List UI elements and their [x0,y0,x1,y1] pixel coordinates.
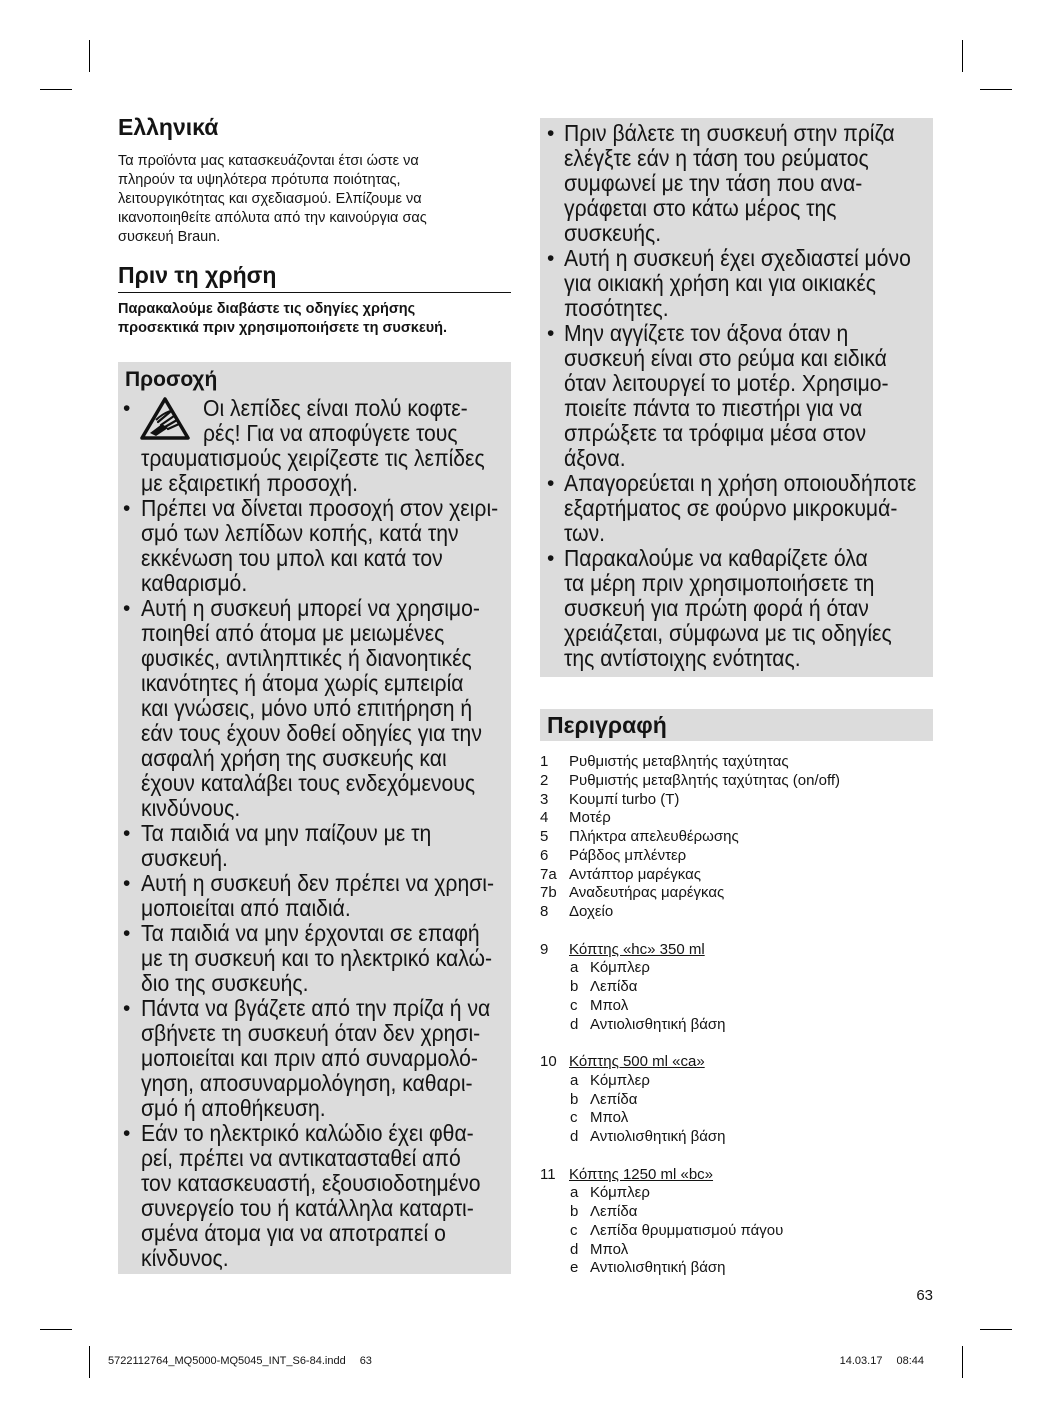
bullet-item [118,821,511,871]
description-item [540,866,933,885]
group-title: Κόπτης 1250 ml «bc» [569,1165,714,1183]
bullet-text: ποιείτε πάντα το πιεστήρι για να [564,395,863,421]
sub-item-label: Αντιολισθητική βάση [590,1015,726,1033]
bullet-symbol: • [547,247,555,270]
bullet-text: ικανότητες ή άτομα χωρίς εμπειρία [141,670,464,696]
sub-item-letter: a [570,959,579,977]
item-number: 6 [540,846,549,864]
footer-file-info [108,1354,372,1368]
bullet-text: συσκευή είναι στο ρεύμα και ειδικά [564,345,887,371]
bullet-text: άξονα. [564,445,626,471]
sub-item-letter: d [570,1015,579,1033]
bullet-text: σπρώξετε τα τρόφιμα μέσα στον [564,420,867,446]
bullet-text: συσκευής. [564,220,662,246]
bullet-text: ρεί, πρέπει να αντικατασταθεί από [141,1145,461,1171]
bullet-text: γηση, αποσυναρμολόγηση, καθαρι- [141,1070,473,1096]
bullet-line [118,1071,511,1096]
bullet-line [540,196,933,221]
intro-line: λειτουργικότητας και σχεδιασμού. Ελπίζουμε να [118,191,422,207]
list-spacer [540,1147,933,1166]
bullet-text: καθαρισμό. [141,570,248,596]
bullet-text: συνεργείο του ή κατάλληλα καταρτι- [141,1195,474,1221]
bullet-symbol: • [547,122,555,145]
description-sub-item [540,1222,933,1241]
bullet-text: μοποιείται από παιδιά. [141,895,351,921]
bullet-text: ρές! Για να αποφύγετε τους [203,420,458,446]
bullet-symbol: • [123,822,131,845]
sub-item-label: Αντιολισθητική βάση [590,1128,726,1145]
sub-item-letter: b [570,1203,579,1220]
bullet-symbol: • [123,397,131,420]
bullet-item [540,546,933,671]
sub-item-letter: b [570,978,579,995]
bullet-text: γράφεται στο κάτω μέρος της [564,195,837,221]
bullet-text: Παρακαλούμε να καθαρίζετε όλα [564,545,868,571]
bullet-text: κινδύνους. [141,795,241,821]
bullet-item [118,996,511,1121]
bullet-line [118,1171,511,1196]
bullet-text: όταν λειτουργεί το μοτέρ. Χρησιμο- [564,370,889,396]
bullet-line [118,1021,511,1046]
description-sub-item [540,1184,933,1203]
bullet-item [540,321,933,471]
bullet-text: σμένα άτομα για να αποτραπεί ο [141,1220,446,1246]
bullet-symbol: • [123,872,131,895]
crop-mark [962,1346,963,1378]
bullet-symbol: • [123,922,131,945]
bullet-symbol: • [547,547,555,570]
item-label: Ράβδος μπλέντερ [569,846,687,864]
sub-item-label: Κόμπλερ [590,1184,650,1202]
sub-item-label: Λεπίδα θρυμματισμού πάγου [590,1221,784,1239]
bullet-text: συσκευή. [141,845,228,871]
bullet-line [540,596,933,621]
bullet-text: ασφαλή χρήση της συσκευής και [141,745,447,771]
item-label: Αντάπτορ μαρέγκας [569,865,701,883]
footer-time: 08:44 [896,1355,924,1367]
intro-line: ικανοποιηθείτε απόλυτα από την καινούργια σας [118,210,427,226]
bullet-text: τα μέρη πριν χρησιμοποιήσετε τη [564,570,875,596]
description-item [540,903,933,922]
sub-item-letter: a [570,1184,579,1202]
bullet-item [118,1121,511,1271]
bullet-line [540,146,933,171]
bullet-text: χρειάζεται, σύμφωνα με τις οδηγίες [564,620,892,646]
bullet-text: τραυματισμούς χειρίζεστε τις λεπίδες [141,445,485,471]
description-heading-bar [540,709,933,741]
bullet-line [118,1196,511,1221]
bullet-text: ποιηθεί από άτομα με μειωμένες [141,620,445,646]
sub-item-label: Κόμπλερ [590,959,650,977]
description-item [540,809,933,828]
bullet-text: Τα παιδιά να μην έρχονται σε επαφή [141,920,480,946]
bullet-line [540,271,933,296]
bullet-text: Πάντα να βγάζετε από την πρίζα ή να [141,995,491,1021]
bullet-text: και γνώσεις, μόνο υπό επιτήρηση ή [141,695,473,721]
list-spacer [540,922,933,941]
bullet-text: για οικιακή χρήση και για οικιακές [564,270,876,296]
sub-item-letter: a [570,1071,579,1089]
bullet-text: Αυτή η συσκευή δεν πρέπει να χρησι- [141,870,495,896]
bullet-item [540,471,933,546]
bullet-line [118,946,511,971]
bullet-text: ποσότητες. [564,295,669,321]
bullet-line [118,446,511,471]
description-sub-item [540,1091,933,1110]
item-label: Αναδευτήρας μαρέγκας [569,884,725,902]
bullet-text: Αυτή η συσκευή έχει σχεδιαστεί μόνο [564,245,911,271]
sub-item-label: Μπολ [590,1240,629,1258]
list-spacer [540,1034,933,1053]
description-sub-item [540,978,933,997]
description-list [540,753,933,1278]
bullet-line [540,371,933,396]
bullet-symbol: • [547,322,555,345]
bullet-line [540,446,933,471]
bullet-item [118,596,511,821]
description-heading: Περιγραφή [547,712,667,738]
sub-item-label: Μπολ [590,1109,629,1127]
description-sub-item [540,1203,933,1222]
group-title: Κόπτης «hc» 350 ml [569,940,705,958]
group-title: Κόπτης 500 ml «ca» [569,1053,705,1070]
bullet-line [540,246,933,271]
item-label: Μοτέρ [569,809,611,827]
intro-line: Τα προϊόντα μας κατασκευάζονται έτσι ώστε να [118,153,419,169]
crop-mark [40,1329,72,1330]
crop-mark [980,89,1012,90]
intro-line: πληρούν τα υψηλότερα πρότυπα ποιότητας, [118,172,401,188]
bullet-item [118,396,511,496]
sub-item-label: Λεπίδα [590,1203,638,1220]
bullet-item [118,871,511,921]
description-item [540,753,933,772]
bullet-line [118,1096,511,1121]
item-number: 10 [540,1053,557,1070]
bullet-line [118,421,511,446]
bullet-symbol: • [123,497,131,520]
description-sub-item [540,959,933,978]
bullet-line [118,571,511,596]
bullet-line [118,896,511,921]
bullet-line [540,471,933,496]
caution-continued-box [540,118,933,677]
caution-continued-list [540,121,933,671]
bullet-line [118,521,511,546]
bullet-text: Απαγορεύεται η χρήση οποιουδήποτε [564,470,917,496]
item-number: 1 [540,753,549,770]
bullet-text: της αντίστοιχης ενότητας. [564,645,801,671]
description-item [540,828,933,847]
bullet-line [540,296,933,321]
sub-item-letter: c [570,996,578,1014]
bullet-line [118,396,511,421]
bullet-line [540,396,933,421]
bullet-line [540,571,933,596]
bullet-item [540,246,933,321]
sub-item-letter: c [570,1109,578,1127]
bullet-symbol: • [123,1122,131,1145]
item-label: Δοχείο [569,903,614,920]
bullet-line [118,1221,511,1246]
sub-item-letter: c [570,1221,578,1239]
sub-item-letter: d [570,1128,579,1145]
bullet-line [540,346,933,371]
bullet-text: συσκευή για πρώτη φορά ή όταν [564,595,869,621]
bullet-line [118,721,511,746]
bullet-line [118,1246,511,1271]
bullet-text: Πριν βάλετε τη συσκευή στην πρίζα [564,120,895,146]
description-sub-item [540,997,933,1016]
bullet-text: Αυτή η συσκευή μπορεί να χρησιμο- [141,595,480,621]
description-item [540,791,933,810]
crop-mark [89,40,90,72]
bullet-text: έχουν καταλάβει τους ενδεχόμενους [141,770,476,796]
item-label: Ρυθμιστής μεταβλητής ταχύτητας [569,753,789,770]
bullet-line [540,546,933,571]
bullet-item [118,496,511,596]
description-sub-item [540,1128,933,1147]
bullet-line [118,971,511,996]
description-item [540,884,933,903]
bullet-line [118,846,511,871]
bullet-line [118,596,511,621]
sub-item-label: Λεπίδα [590,1090,638,1108]
item-number: 8 [540,903,549,920]
before-use-note [118,300,511,338]
bullet-line [540,121,933,146]
bullet-text: ελέγξτε εάν η τάση του ρεύματος [564,145,869,171]
footer-file-page: 63 [359,1355,372,1367]
item-label: Πλήκτρα απελευθέρωσης [569,828,739,845]
bullet-item [118,921,511,996]
crop-mark [980,1329,1012,1330]
item-number: 3 [540,790,549,808]
item-number: 7b [540,884,557,902]
bullet-text: τον κατασκευαστή, εξουσιοδοτημένο [141,1170,481,1196]
caution-heading: Προσοχή [125,368,218,391]
bullet-text: με εξαιρετική προσοχή. [141,470,358,496]
sub-item-label: Κόμπλερ [590,1071,650,1089]
bullet-line [540,321,933,346]
footer-timestamp [840,1354,924,1368]
item-number: 5 [540,828,549,845]
bullet-text: σμό ή αποθήκευση. [141,1095,326,1121]
bullet-line [118,746,511,771]
bullet-text: των. [564,520,606,546]
item-label: Κουμπί turbo (T) [569,790,680,808]
footer-filename: 5722112764_MQ5000-MQ5045_INT_S6-84.indd [108,1355,346,1367]
sub-item-label: Αντιολισθητική βάση [590,1259,726,1277]
bullet-line [118,871,511,896]
description-group-title [540,941,933,960]
caution-box [118,362,511,1274]
bullet-line [118,921,511,946]
bullet-line [118,1146,511,1171]
item-number: 4 [540,809,549,827]
description-group-title [540,1053,933,1072]
item-number: 7a [540,865,557,883]
bullet-symbol: • [547,472,555,495]
bullet-symbol: • [123,597,131,620]
bullet-text: φυσικές, αντιληπτικές ή διανοητικές [141,645,472,671]
bullet-text: Πρέπει να δίνεται προσοχή στον χειρι- [141,495,499,521]
bullet-line [118,671,511,696]
bullet-line [118,471,511,496]
bullet-text: Εάν το ηλεκτρικό καλώδιο έχει φθα- [141,1120,474,1146]
bullet-text: Μην αγγίζετε τον άξονα όταν η [564,320,849,346]
heading-rule [118,292,511,293]
bullet-item [540,121,933,246]
bullet-line [540,421,933,446]
sub-item-letter: e [570,1259,579,1277]
crop-mark [89,1346,90,1378]
bullet-line [118,996,511,1021]
bullet-text: με τη συσκευή και το ηλεκτρικό καλώ- [141,945,493,971]
bullet-line [118,621,511,646]
bullet-text: Τα παιδιά να μην παίζουν με τη [141,820,432,846]
description-sub-item [540,1016,933,1035]
bullet-symbol: • [123,997,131,1020]
bullet-line [540,221,933,246]
bullet-line [540,171,933,196]
note-line: προσεκτικά πριν χρησιμοποιήσετε τη συσκευή. [118,320,448,336]
bullet-line [540,646,933,671]
bullet-line [118,1121,511,1146]
description-sub-item [540,1109,933,1128]
item-number: 2 [540,771,549,789]
bullet-line [118,646,511,671]
bullet-line [118,771,511,796]
intro-line: συσκευή Braun. [118,229,221,245]
caution-list [118,396,511,1271]
bullet-line [540,621,933,646]
description-group-title [540,1166,933,1185]
bullet-text: εάν τους έχουν δοθεί οδηγίες για την [141,720,482,746]
bullet-text: διο της συσκευής. [141,970,309,996]
bullet-line [118,546,511,571]
bullet-line [118,1046,511,1071]
description-sub-item [540,1259,933,1278]
bullet-line [540,521,933,546]
description-sub-item [540,1241,933,1260]
description-item [540,847,933,866]
bullet-text: μοποιείται και πριν από συναρμολό- [141,1045,478,1071]
bullet-line [118,796,511,821]
item-number: 9 [540,940,549,958]
crop-mark [962,40,963,72]
language-heading: Ελληνικά [118,114,219,140]
description-sub-item [540,1072,933,1091]
sub-item-label: Λεπίδα [590,978,638,995]
sub-item-label: Μπολ [590,996,629,1014]
bullet-text: εκκένωση του μπολ και κατά τον [141,545,443,571]
page-number: 63 [916,1287,933,1304]
bullet-text: Οι λεπίδες είναι πολύ κοφτε- [203,395,468,421]
sub-item-letter: b [570,1090,579,1108]
bullet-text: σμό των λεπίδων κοπής, κατά την [141,520,459,546]
item-label: Ρυθμιστής μεταβλητής ταχύτητας (on/off) [569,771,841,789]
bullet-text: κίνδυνος. [141,1245,229,1271]
bullet-text: εξαρτήματος σε φούρνο μικροκυμά- [564,495,898,521]
bullet-line [540,496,933,521]
item-number: 11 [540,1165,556,1183]
bullet-line [118,696,511,721]
sub-item-letter: d [570,1240,579,1258]
intro-paragraph [118,152,511,247]
bullet-text: σβήνετε τη συσκευή όταν δεν χρησι- [141,1020,481,1046]
crop-mark [40,89,72,90]
bullet-line [118,496,511,521]
description-item [540,772,933,791]
bullet-line [118,821,511,846]
note-line: Παρακαλούμε διαβάστε τις οδηγίες χρήσης [118,301,416,317]
footer-date: 14.03.17 [839,1355,883,1367]
bullet-text: συμφωνεί με την τάση που ανα- [564,170,863,196]
before-use-heading: Πριν τη χρήση [118,262,277,288]
